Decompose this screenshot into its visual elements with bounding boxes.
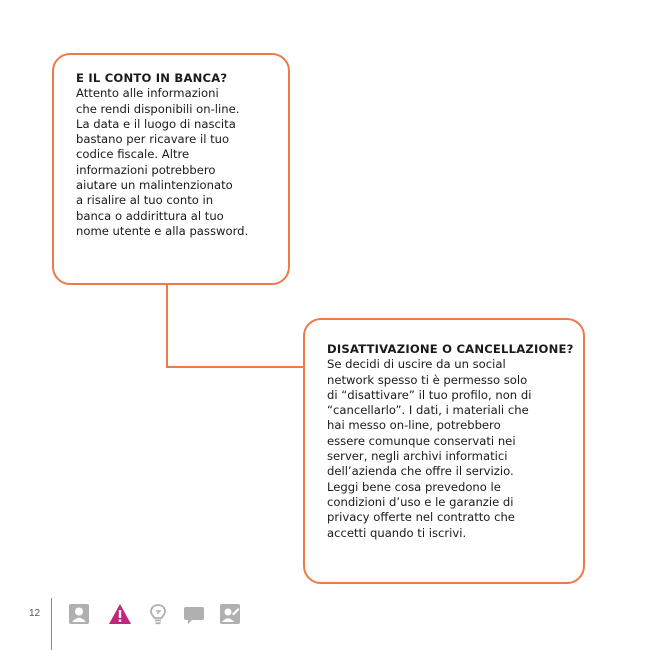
info-box-body [76, 86, 280, 239]
body-line: accetti quando ti iscrivi. [327, 525, 467, 540]
info-box-title: DISATTIVAZIONE O CANCELLAZIONE? [327, 342, 574, 356]
body-line: nome utente e alla password. [76, 223, 249, 238]
chat-bubble-icon [183, 603, 205, 625]
body-line: hai messo on-line, potrebbero [327, 418, 501, 433]
body-line: informazioni potrebbero [76, 162, 216, 177]
body-line: condizioni d’uso e le garanzie di [327, 494, 514, 509]
body-line: Se decidi di uscire da un social [327, 357, 506, 372]
info-box-title: E IL CONTO IN BANCA? [76, 71, 228, 85]
body-line: bastano per ricavare il tuo [76, 132, 230, 147]
body-line: che rendi disponibili on-line. [76, 101, 240, 116]
footer-divider [51, 598, 52, 650]
body-line: codice fiscale. Altre [76, 147, 190, 162]
lightbulb-icon [148, 603, 170, 625]
body-line: network spesso ti è permesso solo [327, 372, 528, 387]
body-line: Attento alle informazioni [76, 86, 219, 101]
page-number: 12 [29, 608, 41, 619]
body-line: banca o addirittura al tuo [76, 208, 224, 223]
body-line: di “disattivare” il tuo profilo, non di [327, 387, 532, 402]
connector-vertical-line [166, 285, 168, 368]
info-box-bank-account [52, 53, 290, 285]
warning-icon [108, 603, 130, 625]
info-box-body [327, 357, 575, 541]
edit-profile-icon [219, 603, 241, 625]
body-line: Leggi bene cosa prevedono le [327, 479, 501, 494]
body-line: La data e il luogo di nascita [76, 116, 236, 131]
body-line: a risalire al tuo conto in [76, 193, 214, 208]
page-footer [0, 596, 650, 650]
body-line: aiutare un malintenzionato [76, 178, 233, 193]
info-box-deactivation [303, 318, 585, 584]
body-line: privacy offerte nel contratto che [327, 510, 515, 525]
body-line: “cancellarlo”. I dati, i materiali che [327, 403, 529, 418]
body-line: server, negli archivi informatici [327, 449, 508, 464]
connector-horizontal-line [166, 366, 305, 368]
body-line: essere comunque conservati nei [327, 433, 516, 448]
profile-icon [68, 603, 90, 625]
body-line: dell’azienda che offre il servizio. [327, 464, 514, 479]
